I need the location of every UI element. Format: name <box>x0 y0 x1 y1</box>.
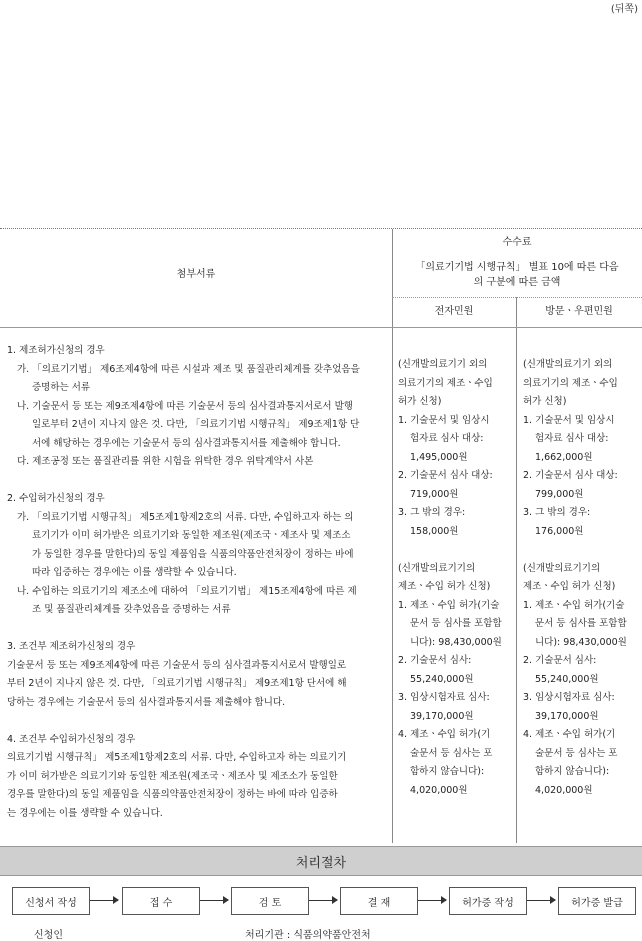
text-line: 176,000원 <box>535 525 584 537</box>
arrow-icon <box>527 900 555 901</box>
step-write-permit: 허가증 작성 <box>449 887 527 915</box>
text-line: (신개발의료기기 외의 <box>523 359 613 370</box>
text-line: 문서 등 심사를 포함합 <box>535 618 627 629</box>
text-line: 3. 임상시험자료 심사: <box>398 692 490 703</box>
text-line: 1. 제조ㆍ수입 허가(기술 <box>523 599 625 611</box>
text-line: 서에 해당하는 경우에는 기술문서 등의 심사결과통지서를 제출해야 합니다. <box>32 437 341 449</box>
text-line: 1. 기술문서 및 임상시 <box>523 414 615 426</box>
fee-subheader: 「의료기기법 시행규칙」 별표 10에 따른 다음 의 구분에 따른 금액 <box>415 262 619 288</box>
text-line: 경우를 말한다)의 동일 제품임을 식품의약품안전처장이 정하는 바에 따라 입증하 <box>7 789 338 800</box>
arrow-icon <box>90 900 118 901</box>
text-line: 4. 조건부 수입허가신청의 경우 <box>7 733 136 745</box>
text-line: (신개발의료기기의 <box>523 562 601 574</box>
attachment-fee-table <box>0 228 642 843</box>
text-line: 술문서 등 심사는 포 <box>535 747 618 759</box>
text-line: 1. 기술문서 및 임상시 <box>398 414 490 426</box>
text-line: 1. 제조ㆍ수입 허가(기술 <box>398 599 500 611</box>
arrow-icon <box>309 900 337 901</box>
text-line: 3. 조건부 제조허가신청의 경우 <box>7 641 136 652</box>
column-divider <box>516 297 517 843</box>
text-line: 함하지 않습니다): <box>410 766 485 777</box>
text-line: 1,662,000원 <box>535 451 593 463</box>
step-issue-permit: 허가증 발급 <box>558 887 636 915</box>
text-line: 조 및 품질관리체계를 갖추었음을 증명하는 서류 <box>32 604 231 615</box>
required-documents-text <box>7 342 389 823</box>
text-line <box>523 541 641 560</box>
documents-column-header: 첨부서류 <box>176 269 216 280</box>
text-line: 4,020,000원 <box>535 784 593 796</box>
visit-column-header: 방문ㆍ우편민원 <box>545 306 613 317</box>
text-line: 제조ㆍ수입 허가 신청) <box>523 581 616 592</box>
visit-fee-text <box>523 356 641 800</box>
text-line: 2. 기술문서 심사 대상: <box>398 470 493 481</box>
text-line: 나. 기술문서 등 또는 제9조제4항에 따른 기술문서 등의 심사결과통지서로서 발행 <box>17 400 353 412</box>
text-line: 다. 제조공정 또는 품질관리를 위한 시험을 위탁한 경우 위탁계약서 사본 <box>17 456 314 467</box>
text-line: 의료기기의 제조ㆍ수입 <box>523 377 618 389</box>
text-line: 니다): 98,430,000원 <box>535 636 627 648</box>
row-divider <box>392 297 642 298</box>
step-receive: 접 수 <box>122 887 200 915</box>
text-line <box>7 620 389 639</box>
text-line: 는 경우에는 이를 생략할 수 있습니다. <box>7 807 163 819</box>
fee-header: 수수료 <box>502 237 532 248</box>
text-line: 가. 「의료기기법」 제6조제4항에 따른 시설과 제조 및 품질관리체계를 갖추었음을 <box>17 363 360 375</box>
text-line: 험자료 심사 대상: <box>410 433 484 444</box>
text-line: 3. 그 밖의 경우: <box>523 507 591 518</box>
text-line: 2. 기술문서 심사: <box>523 655 597 666</box>
text-line: 일로부터 2년이 지나지 않은 것. 다만, 「의료기기법 시행규칙」 제9조제1항 단 <box>32 419 360 430</box>
applicant-label: 신청인 <box>34 930 63 941</box>
text-line: 부터 2년이 지나지 않은 것. 다만, 「의료기기법 시행규칙」 제9조제1항 단서에 해 <box>7 678 347 689</box>
text-line: 1. 제조허가신청의 경우 <box>7 345 105 356</box>
text-line: 함하지 않습니다): <box>535 766 610 777</box>
text-line: 허가 신청) <box>523 396 567 407</box>
step-apply: 신청서 작성 <box>12 887 90 915</box>
text-line: 39,170,000원 <box>410 710 474 722</box>
text-line: 4. 제조ㆍ수입 허가(기 <box>523 729 616 740</box>
electronic-fee-text <box>398 356 516 800</box>
text-line: 719,000원 <box>410 488 459 500</box>
column-divider <box>392 229 393 843</box>
text-line: 158,000원 <box>410 525 459 537</box>
text-line: 39,170,000원 <box>535 710 599 722</box>
text-line: 술문서 등 심사는 포 <box>410 747 493 759</box>
process-title: 처리절차 <box>295 856 347 871</box>
text-line: 당하는 경우에는 기술문서 등의 심사결과통지서를 제출해야 합니다. <box>7 696 286 708</box>
text-line: 따라 입증하는 경우에는 이를 생략할 수 있습니다. <box>32 567 237 578</box>
text-line: (신개발의료기기의 <box>398 562 476 574</box>
text-line: 기술문서 등 또는 제9조제4항에 따른 기술문서 등의 심사결과통지서로서 발행일로 <box>7 659 347 671</box>
text-line: 문서 등 심사를 포함합 <box>410 618 502 629</box>
text-line: 의료기기의 제조ㆍ수입 <box>398 377 493 389</box>
text-line: 가 동일한 경우를 말한다)의 동일 제품임을 식품의약품안전처장이 정하는 바에 <box>32 548 354 560</box>
text-line: 4,020,000원 <box>410 784 468 796</box>
text-line: 제조ㆍ수입 허가 신청) <box>398 581 491 592</box>
text-line: 799,000원 <box>535 488 584 500</box>
text-line: 2. 수입허가신청의 경우 <box>7 493 105 504</box>
row-divider <box>0 327 642 328</box>
arrow-icon <box>418 900 446 901</box>
text-line: 2. 기술문서 심사: <box>398 655 472 666</box>
text-line: 1,495,000원 <box>410 451 468 463</box>
text-line <box>398 541 516 560</box>
text-line: 료기기가 이미 허가받은 의료기기와 동일한 제조원(제조국ㆍ제조사 및 제조소 <box>32 530 351 541</box>
text-line: (신개발의료기기 외의 <box>398 359 488 370</box>
electronic-column-header: 전자민원 <box>434 306 474 317</box>
text-line: 허가 신청) <box>398 396 442 407</box>
text-line: 3. 임상시험자료 심사: <box>523 692 615 703</box>
text-line: 가. 「의료기기법 시행규칙」 제5조제1항제2호의 서류. 다만, 수입하고자 하는 의 <box>17 511 354 523</box>
back-page-note: (뒤쪽) <box>610 4 638 15</box>
text-line: 의료기기법 시행규칙」 제5조제1항제2호의 서류. 다만, 수입하고자 하는 의료기기 <box>7 752 347 763</box>
text-line: 나. 수입하는 의료기기의 제조소에 대하여 「의료기기법」 제15조제4항에 따른 제 <box>17 585 357 597</box>
step-review: 검 토 <box>231 887 309 915</box>
arrow-icon <box>200 900 228 901</box>
agency-label: 처리기관 : 식품의약품안전처 <box>245 930 371 941</box>
process-header-bar <box>0 846 642 876</box>
text-line: 니다): 98,430,000원 <box>410 636 502 648</box>
text-line: 55,240,000원 <box>535 673 599 685</box>
text-line <box>7 712 389 731</box>
text-line: 증명하는 서류 <box>32 382 91 393</box>
text-line: 3. 그 밖의 경우: <box>398 507 466 518</box>
text-line: 2. 기술문서 심사 대상: <box>523 470 618 481</box>
text-line: 가 이미 허가받은 의료기기와 동일한 제조원(제조국ㆍ제조사 및 제조소가 동일한 <box>7 770 338 782</box>
text-line <box>7 472 389 491</box>
step-approve: 결 재 <box>340 887 418 915</box>
text-line: 험자료 심사 대상: <box>535 433 609 444</box>
text-line: 4. 제조ㆍ수입 허가(기 <box>398 729 491 740</box>
text-line: 55,240,000원 <box>410 673 474 685</box>
